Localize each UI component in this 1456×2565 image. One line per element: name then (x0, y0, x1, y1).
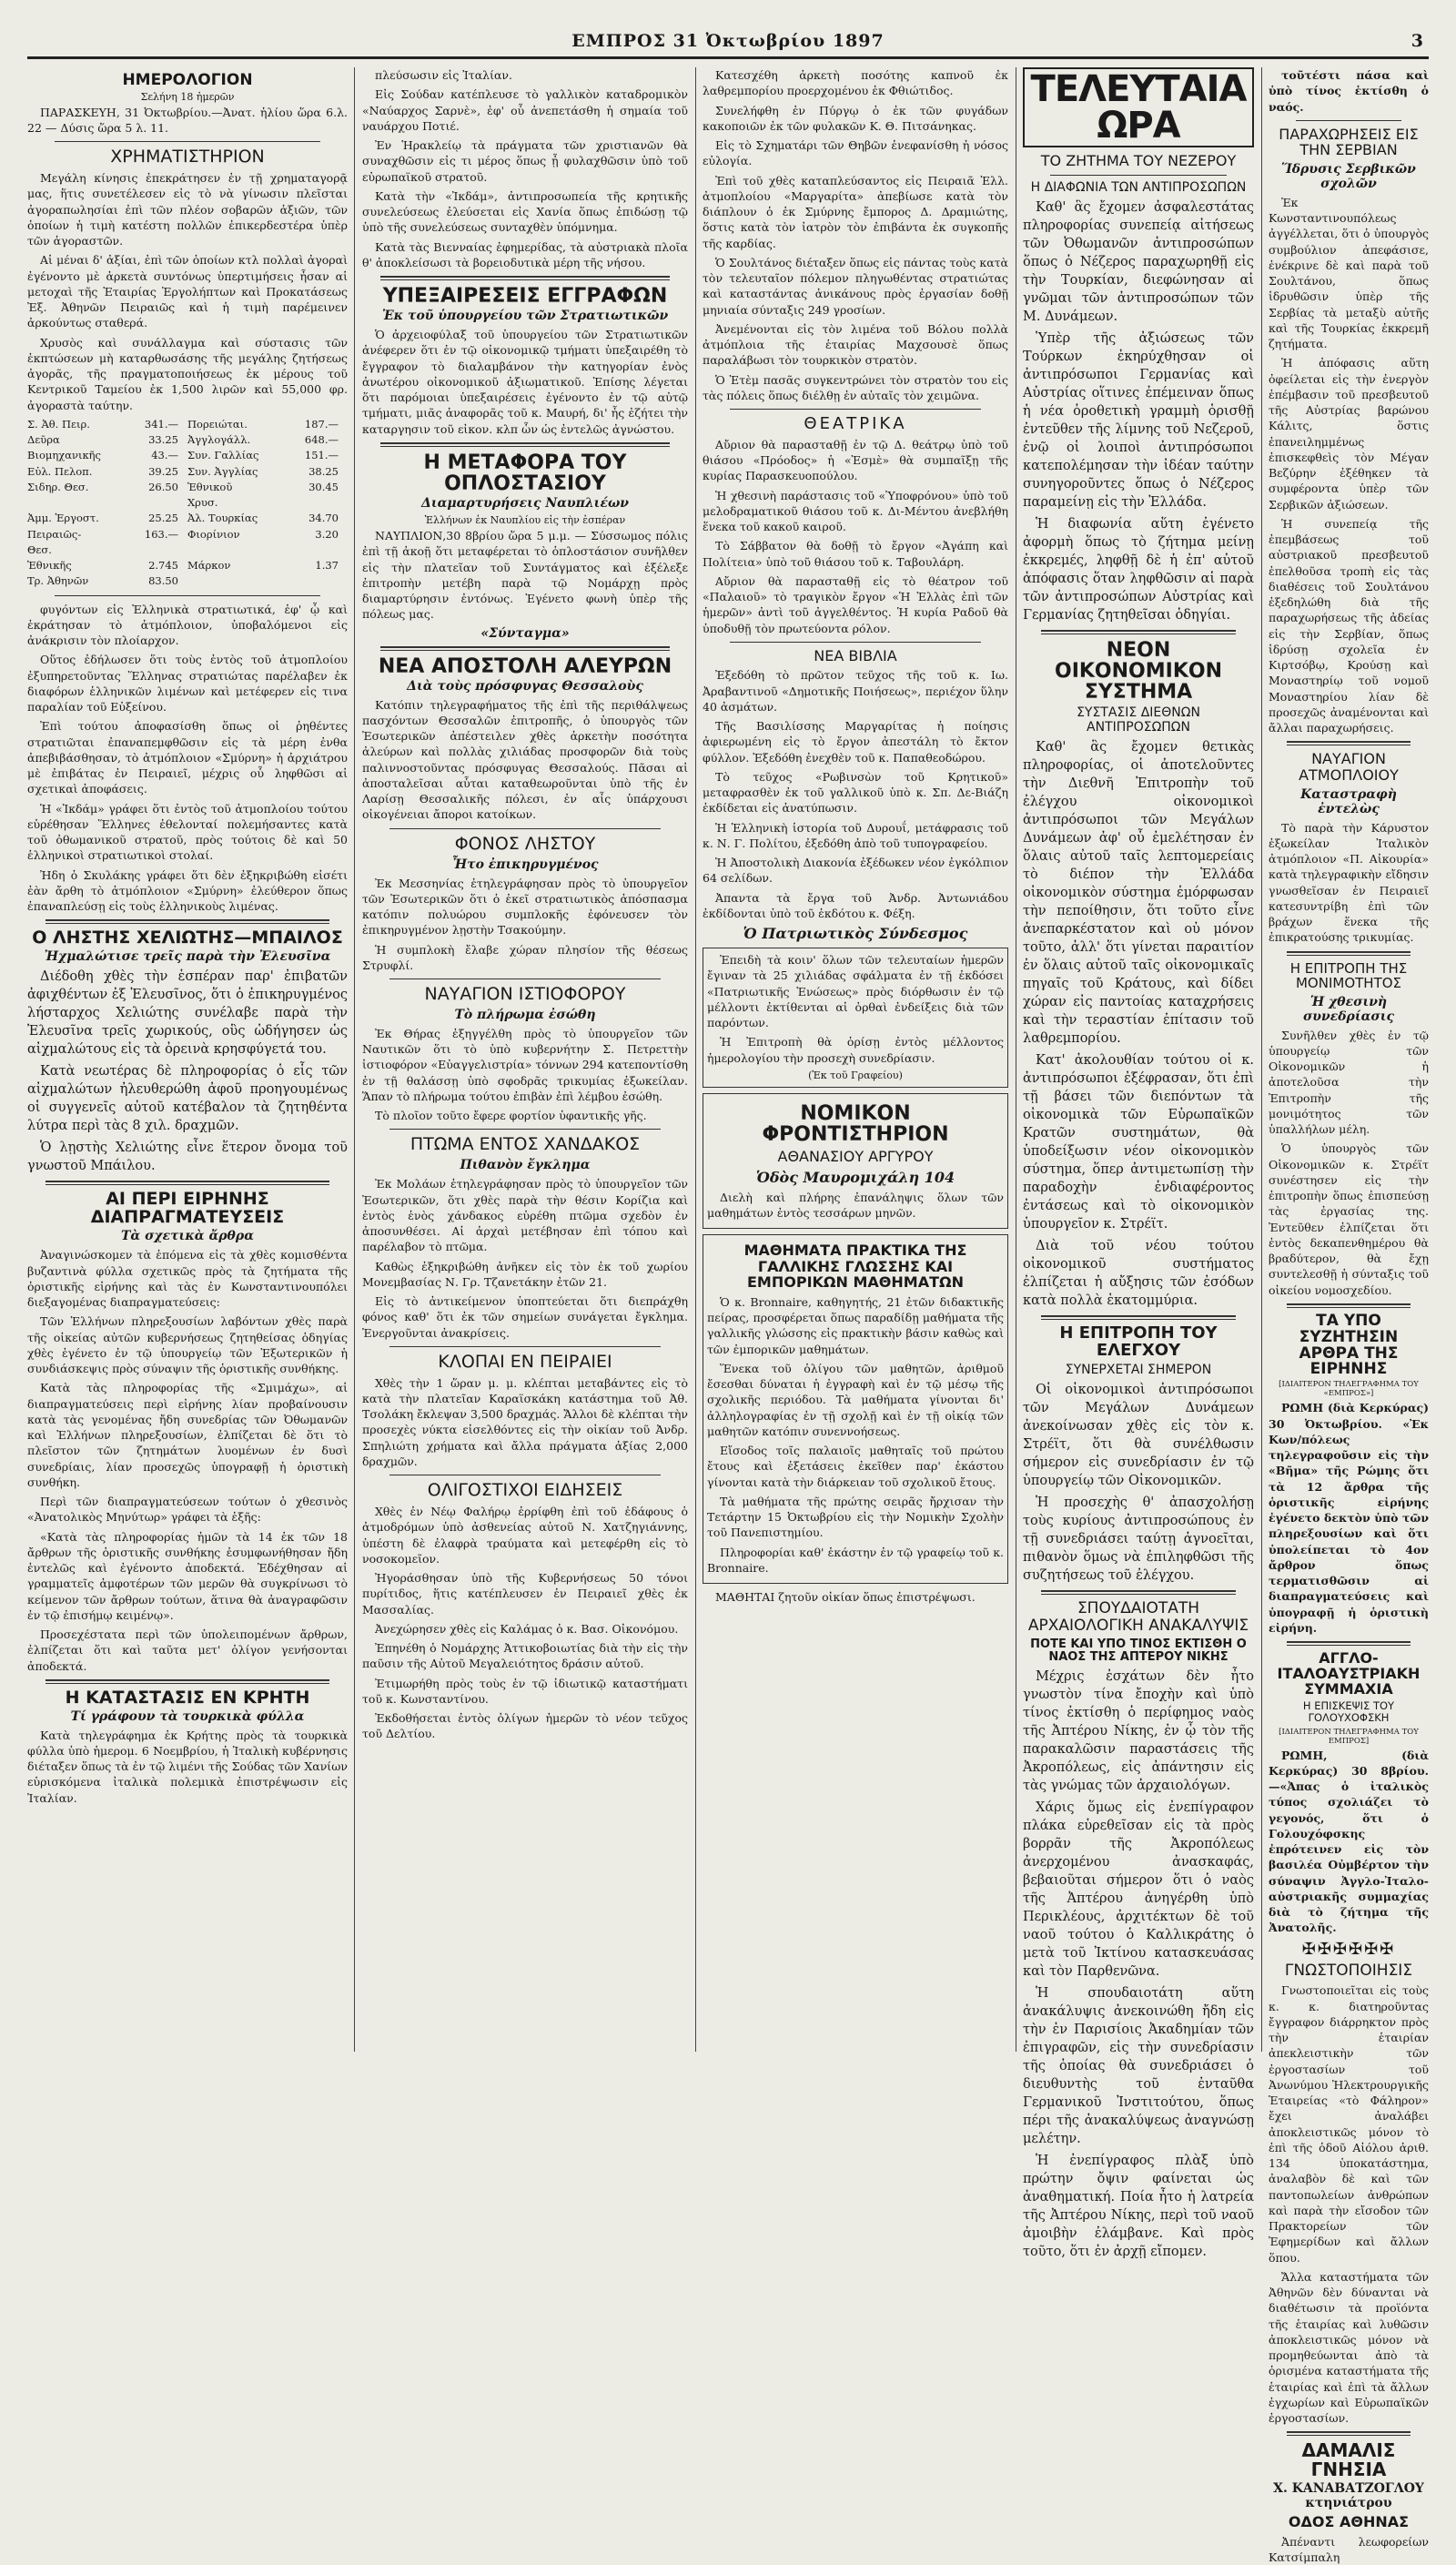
article-paragraph: ΝΑΥΠΛΙΟΝ,30 8βρίου ὥρα 5 μ.μ. — Σύσσωμος πόλις ἐπὶ τῇ ἀκοῇ ὅτι μεταφέρεται τὸ ὁπλοστάσιον συνῆλθεν εἰς τὴν πλατεῖαν τοῦ Συντάγματος καὶ ἐξέλεξε ἐπιτροπὴν μετέβη παρὰ τῷ Νομάρχῃ πρὸς διαμαρτύρησιν ἐντόνως. Ἐγένετο φωνὴ ὑπὲρ τῆς πόλεως μας. (362, 529, 688, 622)
article-paragraph: «Κατὰ τὰς πληροφορίας ἡμῶν τὰ 14 ἐκ τῶν 18 ἄρθρων τῆς ὁριστικῆς συνθήκης ἐσυμφωνήθησαν ἤδη ἐντελῶς καὶ ἐγένοντο ἀποδεκτά. Ἐδέχθησαν αἱ γραμματεῖς ἀμφοτέρων τῶν μερῶν θὰ συγκρίνωσι τὸ κείμενον τῶν ἄρθρων τούτων, ἅτινα θὰ ἀναγραφῶσιν ἐν τῷ ἐπισήμῳ κειμένῳ». (27, 1529, 348, 1622)
market-security-name: Πορειώται. (187, 417, 248, 431)
article-paragraph: Καθὼς ἐξηκριβώθη ἀνῆκεν εἰς τὸν ἐκ τοῦ χωρίου Μονεμβασίας Ν. Γρ. Τζανετάκην ἐτῶν 21. (362, 1259, 688, 1289)
article-paragraph: Ἐπηνέθη ὁ Νομάρχης Ἀττικοβοιωτίας διὰ τὴν εἰς τὴν παῦσιν τῆς Αὐτοῦ Μεγαλειότητος δράσιν αὐτοῦ. (362, 1641, 688, 1671)
article-paragraph: Ἀπαντα τὰ ἔργα τοῦ Ἀνδρ. Ἀντωνιάδου ἐκδίδονται ὑπὸ τοῦ ἐκδότου κ. Φέξη. (703, 890, 1008, 920)
heading-alliance: ΑΓΓΛΟ-ΙΤΑΛΟΑΥΣΤΡΙΑΚΗ ΣΥΜΜΑΧΙΑ (1277, 1649, 1421, 1698)
article-paragraph: Περὶ τῶν διαπραγματεύσεων τούτων ὁ χθεσινὸς «Ἀνατολικὸς Μηνύτωρ» γράφει τὰ ἑξῆς: (27, 1495, 348, 1525)
article-paragraph: Συνελήφθη ἐν Πύργῳ ὁ ἐκ τῶν φυγάδων κακοποιῶν ἐκ τῶν φυλακῶν Κ. Θ. Πιτσάνηκας. (703, 103, 1008, 133)
article-paragraph: Ἡ ἀπόφασις αὕτη ὀφείλεται εἰς τὴν ἐνεργὸν ἐπέμβασιν τοῦ πρεσβευτοῦ τῆς Αὐστρίας βαρώνου Κάλιτς, ὅστις ἐπανειλημμένως ἐπισκεφθεὶς τὸν Μέγαν Βεζύρην ἐξέθηκεν τὰ συμφέροντα ὑπὲρ τῶν Σερβικῶν ἀξιώσεων. (1269, 356, 1429, 512)
article-paragraph: Ἡ συμπλοκὴ ἔλαβε χώραν πλησίον τῆς θέσεως Στρυφλί. (362, 942, 688, 972)
article-paragraph: Ἀπέναντι λεωφορείων Κατσίμπαλη (1269, 2534, 1429, 2565)
notice-paragraph: Ἐπειδὴ τὰ κοιν' ὅλων τῶν τελευταίων ἡμερῶν ἔγιναν τὰ 25 χιλιάδας σφάλματα ἐν τῇ ἐκδόσει «Πατριωτικῆς Ἑνώσεως» πρὸς διόρθωσιν ἐν τῷ μέλλοντι ἐκτίθενται αἱ ὀρθαὶ ἐνδείξεις διὰ τῶν παρόντων. (707, 953, 1004, 1030)
article-paragraph: Ἐκδοθήσεται ἐντὸς ὀλίγων ἡμερῶν τὸ νέον τεῦχος τοῦ Δελτίου. (362, 1711, 688, 1741)
article-paragraph: Συνῆλθεν χθὲς ἐν τῷ ὑπουργείῳ τῶν Οἰκονομικῶν ἡ ἀποτελοῦσα τὴν Ἐπιτροπὴν τῆς μονιμότητος τῶν ὑπαλλήλων μέλη. (1269, 1028, 1429, 1137)
market-price: 2.745 (148, 559, 178, 573)
heading-representatives: ΣΥΣΤΑΣΙΣ ΔΙΕΘΝΩΝ ΑΝΤΙΠΡΟΣΩΠΩΝ (1077, 705, 1200, 735)
market-security-name (187, 573, 263, 589)
heading-serbia: ΠΑΡΑΧΩΡΗΣΕΙΣ ΕΙΣ ΤΗΝ ΣΕΡΒΙΑΝ (1279, 125, 1419, 159)
notice-signature: (Ἐκ τοῦ Γραφείου) (808, 1069, 903, 1081)
article-paragraph: Ἡ «Ἰκδάμ» γράφει ὅτι ἐντὸς τοῦ ἀτμοπλοίου τούτου εὑρέθησαν Ἕλληνες ἐθελονταί πολεμήσαντες κατὰ τοῦ ὀθωμανικοῦ στρατοῦ, πρὸς τούτοις δὲ καὶ 50 ἑλληνικοὶ στρατιωτικοὶ στολαί. (27, 801, 348, 863)
law-school-name: ΑΘΑΝΑΣΙΟΥ ΑΡΓΥΡΟΥ (777, 1148, 934, 1166)
market-security-name: Συν. Ἀγγλίας (187, 464, 258, 478)
advert-paragraph: Τὰ μαθήματα τῆς πρώτης σειρᾶς ἤρχισαν τὴν Τετάρτην 15 Ὀκτωβρίου εἰς τὴν Νομικὴν Σχολὴν τοῦ Πανεπιστημίου. (707, 1494, 1004, 1540)
market-security-name: Σιδηρ. Θεσ. (27, 480, 89, 493)
article-paragraph: φυγόντων εἰς Ἑλληνικὰ στρατιωτικά, ἐφ' ᾧ καὶ ἐκράτησαν τὸ ἀτμόπλοιον, ὑποβαλόμενοι εἰς ἀνάκρισιν τὸν πλοίαρχον. (27, 602, 348, 648)
heading-lessons: ΜΑΘΗΜΑΤΑ ΠΡΑΚΤΙΚΑ ΤΗΣ ΓΑΛΛΙΚΗΣ ΓΛΩΣΣΗΣ ΚΑΙ ΕΜΠΟΡΙΚΩΝ ΜΑΘΗΜΑΤΩΝ (743, 1242, 967, 1292)
market-price: 341.— (144, 417, 178, 431)
heading-theatre: ΘΕΑΤΡΙΚΑ (804, 414, 907, 433)
market-row (27, 527, 348, 559)
article-paragraph: Ὁ ὑπουργὸς τῶν Οἰκονομικῶν κ. Στρέϊτ συνέστησεν εἰς τὴν ἐπιτροπὴν ὅπως ἐπισπεύσῃ τὰς ἐργασίας της. Ἐντεῦθεν ἐλπίζεται ὅτι ἐντὸς δεκαπενθημέρου θὰ βραδύτερον, θὰ ἔχῃ συντελεσθῇ ἡ σύνταξις τοῦ οἰκείου νομοσχεδίου. (1269, 1141, 1429, 1297)
divider (1041, 630, 1236, 634)
notice-paragraph: Ἡ Ἐπιτροπὴ θὰ ὁρίσῃ ἐντὸς μέλλοντος ἡμερολογίου τὴν προσεχὴ συνεδρίασιν. (707, 1035, 1004, 1065)
divider (1287, 2431, 1410, 2436)
column-1 (27, 67, 348, 2052)
divider (55, 595, 320, 596)
subheading-corpse: Πιθανὸν ἔγκλημα (460, 1158, 591, 1173)
heading-nezeros: ΤΟ ΖΗΤΗΜΑ ΤΟΥ ΝΕΖΕΡΟΥ (1040, 152, 1237, 169)
article-paragraph: Ἡ συνεπείᾳ τῆς ἐπεμβάσεως τοῦ αὐστριακοῦ πρεσβευτοῦ ἐπελθοῦσα τροπὴ εἰς τὰς διαθέσεις τοῦ Σουλτάνου ἐξεδηλώθη διὰ τῆς παραχωρήσεως τῆς ἀδείας εἰς τὴν Σερβίαν, ὅπως ἱδρύσῃ σχολεῖα ἐν Κιρτσόβῳ, Κρούσῃ καὶ Μοναστηρίῳ τοῦ νομοῦ Μοναστηρίου λίαν δὲ προσεχῶς ἀναμένονται καὶ ἄλλαι παραχωρήσεις. (1269, 516, 1429, 735)
heading-crete: Η ΚΑΤΑΣΤΑΣΙΣ ΕΝ ΚΡΗΤΗ (65, 1687, 310, 1708)
article-paragraph: Χθὲς ἐν Νέῳ Φαλήρῳ ἐρρίφθη ἐπὶ τοῦ ἐδάφους ὁ ἀτμοδρόμων ὑπὸ ἀσθενείας αὐτοῦ Ν. Χατζηγιάννης, ὑπέστη δὲ ἐλαφρὰ τραύματα καὶ μετεφέρθη εἰς τὸ νοσοκομεῖον. (362, 1505, 688, 1566)
market-security-name: Ἀγγλογάλλ. (187, 433, 251, 447)
heading-corpse: ΠΤΩΜΑ ΕΝΤΟΣ ΧΑΝΔΑΚΟΣ (410, 1134, 641, 1155)
market-price: 38.25 (308, 464, 339, 478)
article-paragraph: Χάρις ὅμως εἰς ἐνεπίγραφον πλάκα εὑρεθεῖσαν εἰς τὰ πρὸς βορρᾶν τῆς Ἀκροπόλεως ἀνερχομένου ἀνασκαφάς, βεβαιοῦται σήμερον ὅτι ὁ ναὸς τῆς Ἀπτέρου ἀνηγέρθη ὑπὸ Περικλέους, ἀρχιτέκτων δὲ τοῦ ναοῦ τούτου ὁ Καλλικράτης ὁ μετὰ τοῦ Ἰκτίνου κατασκευάσας καὶ τὸν Παρθενῶνα. (1023, 1800, 1254, 1980)
heading-tenure-committee: Η ΕΠΙΤΡΟΠΗ ΤΗΣ ΜΟΝΙΜΟΤΗΤΟΣ (1289, 959, 1408, 992)
columns (27, 67, 1429, 2565)
heading-calendar: ΗΜΕΡΟΛΟΓΙΟΝ (122, 71, 253, 89)
article-paragraph: Τὸ Σάββατον θὰ δοθῇ τὸ ἔργον «Ἀγάπη καὶ Πολίτεια» ὑπὸ τοῦ θιάσου τοῦ κ. Ταβουλάρη. (703, 539, 1008, 569)
market-price: 43.— (151, 449, 178, 462)
vaccine-vet-name: Χ. ΚΑΝΑΒΑΤΖΟΓΛΟΥ κτηνιάτρου (1273, 2481, 1424, 2511)
heading-arsenal: Η ΜΕΤΑΦΟΡΑ ΤΟΥ ΟΠΛΟΣΤΑΣΙΟΥ (423, 451, 627, 495)
article-paragraph: ΡΩΜΗ, (διὰ Κερκύρας) 30 8βρίου.—«Ἀπας ὁ ἰταλικὸς τύπος σχολιάζει τὸ γεγονός, ὅτι ὁ Γολουχόφσκης ἐπρότεινεν εἰς τὸν βασιλέα Οὐμβέρτον τὴν σύναψιν Ἀγγλο-Ἰταλο-αὐστριακῆς συμμαχίας διὰ τὸ ζήτημα τῆς Ἀνατολῆς. (1269, 1748, 1429, 1935)
market-price: 26.50 (148, 480, 178, 493)
article-paragraph: Μέχρις ἐσχάτων δὲν ἦτο γνωστὸν τίνα ἔποχὴν καὶ ὑπὸ τίνος ἐκτίσθη ὁ περίφημος ναὸς τῆς Ἀπτέρου Νίκης, ἐν ᾧ τὸν τῆς παρακαλῶσιν παραστάσεις τῆς Ἀκροπόλεως, εἰς ἀπάντησιν εἰς τὰς γνώμας τῶν ἀρχαιολόγων. (1023, 1669, 1254, 1794)
market-row (27, 464, 348, 480)
market-price: 30.45 (308, 480, 339, 493)
heading-bandit: Ο ΛΗΣΤΗΣ ΧΕΛΙΩΤΗΣ—ΜΠΑΙΛΟΣ (32, 928, 343, 948)
advert-paragraph: Ὁ κ. Bronnaire, καθηγητής, 21 ἐτῶν διδακτικῆς πείρας, προσφέρεται ὅπως παραδίδῃ μαθήματα τῆς γαλλικῆς γλώσσης εἰς πρακτικὴν βάσιν καθὼς καὶ τῶν ἐμπορικῶν μαθημάτων. (707, 1294, 1004, 1356)
article-paragraph: Προσεχέστατα περὶ τῶν ὑπολειπομένων ἄρθρων, ἐλπίζεται ὅτι καὶ ταῦτα μετ' ὀλίγον γενήσονται ἀποδεκτά. (27, 1627, 348, 1673)
article-paragraph: Ἡ σπουδαιοτάτη αὕτη ἀνακάλυψις ἀνεκοινώθη ἤδη εἰς τὴν ἐν Παρισίοις Ἀκαδημίαν τῶν ἐπιγραφῶν, εἰς τὴν συνεδρίασιν τῆς ὁποίας θὰ συνεδριάσει ὁ διευθυντὴς τοῦ ἐνταῦθα Γερμανικοῦ Ἰνστιτούτου, ὅπως πέρι τῆς ἀνακαλύψεως ἀναγνώσῃ μελέτην. (1023, 1986, 1254, 2147)
newspaper-page (27, 16, 1429, 2565)
market-security-name: Μάρκον (187, 559, 231, 573)
heading-murder: ΦΟΝΟΣ ΛΗΣΤΟΥ (454, 833, 596, 854)
article-paragraph: Κατὰ τὰς πληροφορίας τῆς «Σμιμάχω», αἱ διαπραγματεύσεις περὶ εἰρήνης λίαν προβαίνουσιν κατὰ τὰς γενομένας ἤδη συνεδρίας τῶν Ὀθωμανῶν καὶ Ἑλλήνων πληρεξουσίων, ἐλπίζεται δὲ ὅτι τὸ πλεῖστον τῶν ζητημάτων λυομένων ἐν δυσὶ συνεδρίαις, λίαν προσεχῶς ὑπογραφῇ ἡ ὁριστικὴ συνθήκη. (27, 1381, 348, 1489)
subheading-steamer-wreck: Καταστραφὴ ἐντελὼς (1300, 786, 1397, 816)
article-paragraph: Τῆς Βασιλίσσης Μαργαρίτας ἡ ποίησις ἀφιερωμένη εἰς τὸ ἔργον ἀπεστάλη τὸ ἔκτον φύλλον. Ἐξεδόθη ἐνεχθὲν τοῦ κ. Παπαθεοδώρου. (703, 719, 1008, 765)
article-paragraph: Κατόπιν τηλεγραφήματος τῆς ἐπὶ τῆς περιθάλψεως πασχόντων Θεσσαλῶν ἐπιτροπῆς, ὁ ὑπουργὸς τῶν Ἐσωτερικῶν ἀπέστειλεν χθὲς ἀρκετὴν ποσότητα ἀλεύρων καὶ πολλὰς χιλιάδας προσφορῶν διὰ τοὺς παλιννοστοῦντας πρόσφυγας Θεσσαλούς. Πᾶσαι αἱ ἀποσταλεῖσαι αὗται καταθεωροῦνται ὑπὸ τῆς ἐν Λαρίσῃ Θεσσαλικῆς πόλεσι, ἐν αἷς ὑπάρχουσι οἰκογένειαι ἄποροι κατοίκων. (362, 697, 688, 822)
divider (380, 276, 670, 280)
heading-new-system: ΝΕΟΝ ΟΙΚΟΝΟΜΙΚΟΝ ΣΥΣΤΗΜΑ (1055, 638, 1222, 705)
subheading-bandit: Ἠχμαλώτισε τρεῖς παρὰ τὴν Ἐλευσῖνα (44, 949, 331, 965)
market-price: 3.20 (315, 527, 339, 541)
advert-box (703, 1234, 1008, 1584)
article-paragraph: Γνωστοποιεῖται εἰς τοὺς κ. κ. διατηροῦντας ἔγγραφον διάρρηκτον πρὸς τὴν ἑταιρίαν ἀπεκλειστικὴν τῶν ἐργοστασίων τοῦ Ἀνωνύμου Ἠλεκτρουργικῆς Ἑταιρείας «τὸ Φάληρον» ἔχει ἀναλάβει ἀποκλειστικῶς μόνον τὸ ἐπὶ τῆς ὁδοῦ Αἰόλου ἀριθ. 134 ὑποκατάστημα, ἀναλαβὸν δὲ καὶ τῶν παντοπωλείων ἀνθρώπων καὶ παρὰ τὴν εἴσοδον τῶν Πρακτορείων τῶν Ἐφημερίδων καὶ ἄλλων ὅπου. (1269, 1983, 1429, 2265)
market-price: 39.25 (148, 464, 178, 478)
page-number: 3 (1410, 31, 1423, 51)
telegram-tag: [ΙΔΙΑΙΤΕΡΟΝ ΤΗΛΕΓΡΑΦΗΜΑ ΤΟΥ «ΕΜΠΡΟΣ»] (1279, 1380, 1419, 1399)
vaccine-address: ΟΔΟΣ ΑΘΗΝΑΣ (1288, 2513, 1410, 2531)
advert-paragraph: ΜΑΘΗΤΑΙ ζητοῦν οἰκίαν ὅπως ἐπιστρέψωσι. (715, 1590, 976, 1605)
divider (389, 1346, 661, 1347)
article-paragraph: Ἐκ Θήρας ἐξηγγέλθη πρὸς τὸ ὑπουργεῖον τῶν Ναυτικῶν ὅτι τὸ ὑπὸ κυβερνήτην Σ. Πετρεττὴν ἱστιοφόρον «Εὐαγγελιστρία» τόννων 294 κατεποντίσθη ἐν τῇ θαλάσσῃ ὑπὸ σφοδρᾶς τρικυμίας ἐξωκείλαν. Ἅπαν τὸ πλήρωμα τούτου ἐπιβὰν ἐπὶ λέμβου ἐσώθη. (362, 1026, 688, 1103)
market-row (27, 558, 348, 573)
heading-steamer-wreck: ΝΑΥΑΓΙΟΝ ΑΤΜΟΠΛΟΙΟΥ (1299, 750, 1399, 785)
article-paragraph: Ἡ ἐνεπίγραφος πλὰξ ὑπὸ πρώτην ὄψιν φαίνεται ὡς ἀναθηματική. Ποία ἦτο ἡ λατρεία τῆς Ἀπτέρου Νίκης, περὶ τοῦ ναοῦ ἀμοιβὴν ἐλάμβανε. Καὶ πρὸς τοῦτο, ὅτι ἐν ἀρχῇ εἴπομεν. (1023, 2154, 1254, 2260)
heading-last-hour: ΤΕΛΕΥΤΑΙΑ ΩΡΑ (1023, 67, 1254, 147)
article-paragraph: Κατ' ἀκολουθίαν τούτου οἱ κ. ἀντιπρόσωποι ἐξέφρασαν, ὅτι ἐπὶ τῇ βάσει τῶν διεπόντων τὰ οἰκονομικὰ τῶν Εὐρωπαϊκῶν Κρατῶν συστημάτων, θὰ ὑποδείξωσιν νέον οἰκονομικὸν σύστημα, ὅπερ ἀντιμετωπίσῃ τὴν παραδοχὴν ἐνδιαφέροντος ἐντάσεως καὶ τὸ οἰκονομικὸν ὑπουργεῖον κ. Στρέϊτ. (1023, 1053, 1254, 1232)
heading-goluchowski-visit: Η ΕΠΙΣΚΕΨΙΣ ΤΟΥ ΓΟΛΟΥΧΟΦΣΚΗ (1302, 1699, 1395, 1725)
heading-flour: ΝΕΑ ΑΠΟΣΤΟΛΗ ΑΛΕΥΡΩΝ (378, 654, 672, 678)
market-price (263, 573, 348, 589)
advert-box (703, 1093, 1008, 1229)
heading-new-books: ΝΕΑ ΒΙΒΛΙΑ (814, 646, 897, 664)
market-security-name: Πειραιῶς-Θεσ. (27, 527, 82, 556)
article-paragraph: Κατὰ τηλεγράφημα ἐκ Κρήτης πρὸς τὰ τουρκικὰ φύλλα ὑπὸ ἡμερομ. 6 Νοεμβρίου, ἡ Ἰταλικὴ κυβέρνησις διέταξεν ὅπως τὰ ἐν τῷ λιμένι τῆς Σούδας τῶν Χανίων εὑρισκόμενα ἰταλικὰ πολεμικὰ ἐπιστρέψωσιν εἰς Ἰταλίαν. (27, 1728, 348, 1805)
heading-peace: ΑΙ ΠΕΡΙ ΕΙΡΗΝΗΣ ΔΙΑΠΡΑΓΜΑΤΕΥΣΕΙΣ (90, 1189, 285, 1228)
notice-box (703, 948, 1008, 1088)
heading-law-school: ΝΟΜΙΚΟΝ ΦΡΟΝΤΙΣΤΗΡΙΟΝ (762, 1101, 949, 1146)
subheading-embezzlement: Ἐκ τοῦ ὑπουργείου τῶν Στρατιωτικῶν (381, 309, 669, 324)
market-row (27, 573, 348, 589)
article-paragraph: Ὁ ἀρχειοφύλαξ τοῦ ὑπουργείου τῶν Στρατιωτικῶν ἀνέφερεν ὅτι ἐν τῷ οἰκονομικῷ τμήματι ὑπεξαιρέθη τὸ ἔγγραφον τὸ διαλαμβάνον τὴν κατηγορίαν ἐνὸς ἀνωτέρου οἰκονομικοῦ ἀξιωματικοῦ. Ἐπίσης λέγεται ὅτι παρόμοιαι ὑπεξαιρέσεις ἐγένοντο ἐν τῷ αὐτῷ τμήματι, μιᾶς ἀναφορᾶς τοῦ κ. Μαυρή, δι' ἧς ἐζήτει τὴν καταργησιν τοῦ εἰκον. κλπ ὧν ὡς ἐντελῶς ἀγνώστου. (362, 328, 688, 436)
heading-disagreement: Η ΔΙΑΦΩΝΙΑ ΤΩΝ ΑΝΤΙΠΡΟΣΩΠΩΝ (1030, 179, 1247, 195)
market-security-name: Συν. Γαλλίας (187, 449, 259, 462)
article-paragraph: Κατεσχέθη ἀρκετὴ ποσότης καπνοῦ ἐκ λαθρεμπορίου προερχομένου ἐκ Φθιώτιδος. (703, 68, 1008, 98)
subheading-peace: Τὰ σχετικὰ ἄρθρα (121, 1229, 254, 1244)
divider (1287, 1641, 1410, 1646)
article-paragraph: Τῶν Ἑλλήνων πληρεξουσίων λαβόντων χθὲς παρὰ τῆς οἰκείας αὐτῶν κυβερνήσεως ζητηθείσας ὁδηγίας χθὲς ἐγένετο ἐν τῷ ὑπουργείῳ τῶν Ἐξωτερικῶν ἡ συνδιάσκεψις πρὸς σύναψιν τῆς ὁριστικῆς συνθήκης. (27, 1314, 348, 1376)
calendar-moon: Σελήνη 18 ἡμερῶν (140, 90, 235, 103)
article-paragraph: Ἐν Ἡρακλείῳ τὰ πράγματα τῶν χριστιανῶν θὰ συναχθῶσιν εἰς τι μέρος ὅπως ᾖ φυλαχθῶσιν ὑπὸ τοῦ εὐρωπαϊκοῦ στρατοῦ. (362, 138, 688, 184)
market-security-name: Ἐθνικοῦ Χρυσ. (187, 480, 233, 510)
calendar-line: ΠΑΡΑΣΚΕΥΗ, 31 Ὀκτωβρίου.—Ἀνατ. ἡλίου ὥρα 6.λ. 22 — Δύσις ὥρα 5 λ. 11. (27, 105, 348, 136)
market-price: 34.70 (308, 512, 339, 525)
heading-embezzlement: ΥΠΕΞΑΙΡΕΣΕΙΣ ΕΓΓΡΑΦΩΝ (382, 285, 668, 308)
article-paragraph: Ἄλλα καταστήματα τῶν Ἀθηνῶν δὲν δύνανται νὰ διαθέτωσιν τὰ προϊόντα τῆς ἑταιρίας καὶ λυθῶσιν ἀποκλειστικῶς μόνον νὰ προμηθεύωνται ἀπὸ τὰ ὁρισμένα καταστήματα τῆς ἑταιρίας καὶ ἐπὶ τὰ ἄλλων ἐγχωρίων καὶ Εὐρωπαϊκῶν ἐργοστασίων. (1269, 2269, 1429, 2426)
article-paragraph: Τὸ τεῦχος «Ρωβινσὼν τοῦ Κρητικοῦ» μεταφρασθὲν ἐκ τοῦ γαλλικοῦ ὑπὸ κ. Σπ. Δε-Βιάζη ἐκδίδεται εἰς ἀνατύπωσιν. (703, 769, 1008, 816)
article-paragraph: Ἐκ Κωνσταντινουπόλεως ἀγγέλλεται, ὅτι ὁ ὑπουργὸς συμβούλιον ἀπεφάσισε, ἐνέκρινε δὲ καὶ παρὰ τοῦ Σουλτάνου, ὅπως ἱδρυθῶσιν ὑπὲρ τῆς Σερβίας τὰ μεταξὺ αὐτῆς καὶ τῆς Τουρκίας ἐκκρεμῆ ζητήματα. (1269, 195, 1429, 351)
divider (46, 919, 329, 924)
market-security-name: Σ. Ἀθ. Πειρ. (27, 417, 90, 431)
column-5 (1269, 67, 1429, 2565)
divider (389, 1129, 661, 1130)
market-security-name: Εὐλ. Πελοπ. (27, 464, 93, 478)
article-paragraph: Ἐκ Μεσσηνίας ἐτηλεγράφησαν πρὸς τὸ ὑπουργεῖον τῶν Ἐσωτερικῶν ὅτι ὁ ἐκεῖ στρατιωτικὸς ἀπόσπασμα κατόπιν πολυώρου συμπλοκῆς ἐφόνευσεν τὸν ἐπικηρυγμένον λῃστὴν Τσακούμην. (362, 876, 688, 938)
heading-peace-articles: ΤΑ ΥΠΟ ΣΥΖΗΤΗΣΙΝ ΑΡΘΡΑ ΤΗΣ ΕΙΡΗΝΗΣ (1299, 1311, 1399, 1379)
divider (380, 646, 670, 651)
article-paragraph: Ἡ Ἀποστολικὴ Διακονία ἐξέδωκεν νέον ἐγκόλπιον 64 σελίδων. (703, 856, 1008, 886)
article-paragraph: Καθ' ἃς ἔχομεν ἀσφαλεστάτας πληροφορίας συνεπείᾳ αἰτήσεως τῶν Ὀθωμανῶν ἀντιπροσώπων ὅπως ὁ Νέζερος παραχωρηθῇ εἰς τὴν Τουρκίαν, διεφώνησαν αἱ γνῶμαι τῶν ἀντιπροσώπων τῶν Μ. Δυνάμεων. (1023, 199, 1254, 324)
article-paragraph: Διέδοθη χθὲς τὴν ἑσπέραν παρ' ἐπιβατῶν ἀφιχθέντων ἐξ Ἐλευσῖνος, ὅτι ὁ ἐπικηρυγμένος λήσταρχος Χελιώτης συνέλαβε παρὰ τὴν Ἐλευσῖνα τρεῖς χωρικούς, οὓς ὡδήγησεν ὡς αἰχμαλώτους εἰς τὰ ὀρεινὰ κρησφύγετά του. (27, 969, 348, 1058)
article-paragraph: Εἰς τὸ Σχηματάρι τῶν Θηβῶν ἐνεφανίσθη ἡ νόσος εὐλογία. (703, 138, 1008, 168)
heading-announcement: ΓΝΩΣΤΟΠΟΙΗΣΙΣ (1284, 1961, 1413, 1980)
article-paragraph: Ἡ Ἑλληνικὴ ἱστορία τοῦ Δυρουΐ, μετάφρασις τοῦ κ. Ν. Γ. Πολίτου, ἐξεδόθη ἀπὸ τοῦ τυπογραφείου. (703, 820, 1008, 850)
divider (1287, 1303, 1410, 1308)
heading-nike-temple: ΠΟΤΕ ΚΑΙ ΥΠΟ ΤΙΝΟΣ ΕΚΤΙΣΘΗ Ο ΝΑΟΣ ΤΗΣ ΑΠΤΕΡΟΥ ΝΙΚΗΣ (1030, 1637, 1247, 1664)
advert-paragraph: Διελὴ καὶ πλήρης ἐπανάληψις ὅλων τῶν μαθημάτων ἐντὸς τεσσάρων μηνῶν. (707, 1190, 1004, 1220)
article-paragraph: Ὁ Σουλτάνος διέταξεν ὅπως εἰς πάντας τοὺς κατὰ τὸν τελευταῖον πόλεμον πληγωθέντας στρατιώτας καὶ καταστάντας ἀνικάνους πρὸς ἐργασίαν δοθῇ μηνιαία σύνταξις 249 γροσίων. (703, 255, 1008, 317)
article-paragraph: Αὔριον θὰ παρασταθῇ ἐν τῷ Δ. θεάτρῳ ὑπὸ τοῦ θιάσου «Πρόοδος» ἡ «Ἐσμὲ» θὰ συμπαῖξῃ τῆς κυρίας Παρασκευοπούλου. (703, 437, 1008, 483)
divider (1041, 1315, 1236, 1320)
divider (389, 978, 661, 979)
divider (1287, 951, 1410, 956)
article-paragraph: Τὸ παρὰ τὴν Κάρυστον ἐξωκείλαν Ἰταλικὸν ἀτμόπλοιον «Π. Αἰκουρία» κατὰ τηλεγραφικὴν εἴδησιν γνωσθεῖσαν ἐν Πειραιεῖ κατεσυντρίβη ἐπὶ τῶν βράχων ἕνεκα τῆς ἐπικρατούσης τρικυμίας. (1269, 820, 1429, 945)
market-table (27, 417, 348, 590)
article-paragraph: Ὁ λῃστὴς Χελιώτης εἶνε ἕτερον ὄνομα τοῦ γνωστοῦ Μπάιλου. (27, 1141, 348, 1174)
market-security-name: Ἀλ. Τουρκίας (187, 512, 258, 525)
telegram-tag: [ΙΔΙΑΙΤΕΡΟΝ ΤΗΛΕΓΡΑΦΗΜΑ ΤΟΥ ΕΜΠΡΟΣ] (1279, 1727, 1419, 1746)
heading-vaccine: ΔΑΜΑΛΙΣ ΓΝΗΣΙΑ (1301, 2439, 1396, 2481)
column-2 (362, 67, 688, 2052)
article-paragraph: Ἐπὶ τούτου ἀποφασίσθη ὅπως οἱ ῥηθέντες στρατιῶται ἐπαναπεμφθῶσιν εἰς τὰ μέρη ἐνθα ἀπεβιβάσθησαν, τὸ ἀτμόπλοιον «Σμύρνη» ἡ ἀρχιάτρου μὲ ἐπιβάτας ἐν Πειραιεῖ, μέχρις οὗ ληφθῶσι αἱ σχετικαὶ ἀποφάσεις. (27, 719, 348, 796)
market-price: 83.50 (148, 574, 178, 588)
exchange-paragraph: Μεγάλη κίνησις ἐπεκράτησεν ἐν τῇ χρηματαγορᾷ μας, ἥτις συνετέλεσεν εἰς τὸ νὰ γίνωσιν πλεῖσται ἀγοραπωλησίαι ἐπὶ τῶν πλέον σοβαρῶν ἀξιῶν, τῶν ὁποίων ἡ τιμὴ κατέστη πολλῶν ἐπικερδεστέρα ὑπὲρ τῶν ἀγοραστῶν. (27, 171, 348, 248)
market-security-name: Δεῦρα (27, 433, 60, 447)
article-paragraph: τοῦτέστι πάσα καὶ ὑπὸ τίνος ἐκτίσθη ὁ ναός. (1269, 68, 1429, 114)
divider (730, 409, 981, 410)
market-row (27, 480, 348, 512)
article-paragraph: Ἠδη ὁ Σκυλάκης γράφει ὅτι δὲν ἐξηκριβώθη εἰσέτι ἐὰν ἄρθη τὸ ἀτμόπλοιον «Σμύρνη» ἐλεύθερον ὅπως ἐπαναπλεύσῃ εἰς τοὺς ἑλληνικοὺς λιμένας. (27, 867, 348, 914)
heading-shipwreck: ΝΑΥΑΓΙΟΝ ΙΣΤΙΟΦΟΡΟΥ (424, 984, 626, 1005)
article-paragraph: πλεύσωσιν εἰς Ἰταλίαν. (375, 68, 513, 82)
market-row (27, 448, 348, 463)
article-paragraph: Ἡ προσεχὴς θ' ἀπασχολήσῃ τοὺς κυρίους ἀντιπροσώπους ἐν τῇ συνεδριάσει ταύτῃ ἀγνοεῖται, πιθανὸν ὅμως νὰ ἐπιληφθῶσι τῆς συζητήσεως τοῦ ἐλέγχου. (1023, 1495, 1254, 1584)
divider (1041, 1590, 1236, 1595)
article-paragraph: Ἀνεχώρησεν χθὲς εἰς Καλάμας ὁ κ. Βασ. Οἰκονόμου. (375, 1621, 679, 1636)
heading-brief-news: ΟΛΙΓΟΣΤΙΧΟΙ ΕΙΔΗΣΕΙΣ (427, 1480, 623, 1501)
exchange-paragraph: Χρυσὸς καὶ συνάλλαγμα καὶ σύστασις τῶν ἐκπτώσεων μὴ καταρθωσάσης τῆς μεγάλης ζητήσεως ἀγορᾶς, τῆς πραγματοποιήσεως ἐκ μέρους τοῦ Κεντρικοῦ Ταμείου ἐκ 1,500 λιρῶν καὶ 55,000 φρ. ἀγοραστὰ ταύτην. (27, 335, 348, 412)
ornament-divider: ✠✠✠✠✠✠ (1301, 1939, 1396, 1959)
article-paragraph: Ἐκ Μολάων ἐτηλεγράφησαν πρὸς τὸ ὑπουργεῖον τῶν Ἐσωτερικῶν, ὅτι χθὲς παρὰ τὴν θέσιν Κορίζια καὶ ἐντὸς ἑνὸς χάνδακος εὑρέθη πτῶμα σχεδὸν ἐν ἀποσυνθέσει. Αἱ ἀρχαὶ μετέβησαν ἐπὶ τόπου καὶ παρέλαβον τὸ πτῶμα. (362, 1177, 688, 1254)
heading-thefts: ΚΛΟΠΑΙ ΕΝ ΠΕΙΡΑΙΕΙ (438, 1351, 612, 1372)
column-3 (703, 67, 1008, 2052)
heading-exchange: ΧΡΗΜΑΤΙΣΤΗΡΙΟΝ (110, 147, 265, 167)
law-school-address: Ὁδὸς Μαυρομιχάλη 104 (755, 1168, 956, 1186)
article-paragraph: Εἰς Σούδαν κατέπλευσε τὸ γαλλικὸν καταδρομικὸν «Ναύαρχος Σαρνὲ», ἐφ' οὗ ἀνεπετάσθη ἡ σημαία τοῦ ναυάρχου Ποτιέ. (362, 87, 688, 133)
article-paragraph: Διὰ τοῦ νέου τούτου οἰκονομικοῦ συστήματος ἐλπίζεται ἡ αὔξησις τῶν ἐσόδων κατὰ πολλὰ ἑκατομμύρια. (1023, 1239, 1254, 1309)
article-paragraph: Ὑπὲρ τῆς ἀξιώσεως τῶν Τούρκων ἐκηρύχθησαν οἱ ἀντιπρόσωποι Γερμανίας καὶ Αὐστρίας οἵτινες ἐπέμειναν ὅπως ἡ νέα ὁροθετικὴ γραμμὴ ὁρισθῇ ἐντεῦθεν τῆς λίμνης τοῦ Νεζεροῦ, ἐνῷ οἱ λοιποὶ ἀντιπρόσωποι κατεπολέμησαν τὴν ἰδέαν ταύτην συνηγοροῦντες ὅπως ὁ Νέζερος παραμείνῃ εἰς τὴν Ἑλλάδα. (1023, 330, 1254, 510)
heading-archaeology: ΣΠΟΥΔΑΙΟΤΑΤΗ ΑΡΧΑΙΟΛΟΓΙΚΗ ΑΝΑΚΑΛΥΨΙΣ (1027, 1599, 1249, 1635)
article-paragraph: Ἐπὶ τοῦ χθὲς καταπλεύσαντος εἰς Πειραιᾶ Ἐλλ. ἀτμοπλοίου «Μαργαρίτα» ἀπεβίωσε κατὰ τὸν διάπλουν ὁ ἐκ Σμύρνης ἔμπορος Δ. Δραμιώτης, ὅστις κατὰ τὸν ἰατρὸν τὸν ἐπιβάντα ἐκ συγκοπῆς τῆς καρδίας. (703, 173, 1008, 250)
divider (46, 1181, 329, 1185)
market-security-name: Ἐθνικῆς (27, 559, 72, 573)
article-paragraph: Ἠγοράσθησαν ὑπὸ τῆς Κυβερνήσεως 50 τόνοι πυρίτιδος, ἥτις κατέπλευσεν ἐν Πειραιεῖ χθὲς ἐκ Μασσαλίας. (362, 1571, 688, 1617)
market-row (27, 432, 348, 448)
article-paragraph: Ἡ διαφωνία αὕτη ἐγένετο ἀφορμὴ ὅπως τὸ ζήτημα μείνῃ ἐκκρεμές, ληφθῇ δὲ ἡ ἐπ' αὐτοῦ ἀπόφασις ὅταν ληφθῶσιν αἱ παρὰ τῶν ἀντιπροσώπων Αὐστρίας καὶ Γερμανίας ζητηθεῖσαι ὁδηγίαι. (1023, 516, 1254, 623)
article-paragraph: Κατὰ τὰς Βιενναίας ἐφημερίδας, τὰ αὐστριακὰ πλοῖα θ' ἀποκλείσωσι τὰ βορειοδυτικὰ μέρη τῆς νήσου. (362, 239, 688, 269)
article-signature: «Σύνταγμα» (480, 625, 570, 641)
divider (380, 442, 670, 447)
article-paragraph: Οὕτος ἐδήλωσεν ὅτι τοὺς ἐντὸς τοῦ ἀτμοπλοίου ἐξυπηρετοῦντας Ἕλληνας στρατιώτας παρέλαβεν ἐκ διαφόρων ἑλληνικῶν λιμένων καὶ μετέφερεν εἰς τινα παραλίαν τοῦ Εὐξείνου. (27, 653, 348, 715)
article-paragraph: Ἀνεμένονται εἰς τὸν λιμένα τοῦ Βόλου πολλὰ ἀτμόπλοια τῆς ἑταιρίας Μαχσουσὲ ὅπως παραλάβωσι τὸν τουρκικὸν στρατὸν. (703, 321, 1008, 368)
article-paragraph: Κατὰ νεωτέρας δὲ πληροφορίας ὁ εἷς τῶν αἰχμαλώτων ἠλευθερώθη ἀφοῦ προηγουμένως οἱ συγγενεῖς αὐτοῦ κατέβαλον τὰ ζητηθέντα λύτρα περὶ τὰς 8 χιλ. δραχμῶν. (27, 1064, 348, 1134)
divider (1050, 175, 1227, 176)
article-paragraph: Τὸ πλοῖον τοῦτο ἔφερε φορτίον ὑφαντικῆς γῆς. (375, 1109, 647, 1123)
heading-control-committee: Η ΕΠΙΤΡΟΠΗ ΤΟΥ ΕΛΕΓΧΟΥ (1059, 1323, 1218, 1360)
article-paragraph: Ἐξεδόθη τὸ πρῶτον τεῦχος τῆς τοῦ κ. Ιω. Ἀραβαντινοῦ «Δημοτικῆς Ποιήσεως», περιέχον ὕλην 40 ἀσμάτων. (703, 668, 1008, 714)
heading-meets-today: ΣΥΝΕΡΧΕΤΑΙ ΣΗΜΕΡΟΝ (1065, 1362, 1212, 1377)
article-paragraph: Χθὲς τὴν 1 ὥραν μ. μ. κλέπται μεταβάντες εἰς τὸ κατὰ τὴν πλατεῖαν Καραϊσκάκη κατάστημα τοῦ Ἀθ. Τσολάκη ἔκλεψαν 3,500 δραχμάς. Ἄλλοι δὲ κλέπται τὴν προσεχὲς νύκτα εἰσελθόντες εἰς τὴν οἰκίαν τοῦ Ἀνδρ. Σπηλιώτη χρήματα καὶ ἄλλα πράγματα ἀξίας 2,000 δραχμῶν. (362, 1375, 688, 1468)
market-security-name: Βιομηχανικῆς (27, 449, 101, 462)
market-security-name: Ἀμμ. Ἐργοστ. (27, 512, 99, 525)
article-paragraph: Αὔριον θὰ παρασταθῇ εἰς τὸ θέατρον τοῦ «Παλαιοῦ» τὸ τραγικὸν ἔργον «Ἡ Ἑλλὰς ἐπὶ τῶν ἡμερῶν» ἀντὶ τοῦ ἀγγελθέντος. Ἡ κυρία Ραδοῦ θὰ ὑποδυθῇ τὸν πρωτεύοντα ρόλον. (703, 573, 1008, 635)
divider (1287, 741, 1410, 745)
masthead (27, 16, 1429, 59)
article-paragraph: Κατὰ τὴν «Ἰκδάμ», ἀντιπροσωπεία τῆς κρητικῆς συνελεύσεως ἐλεύσεται εἰς Χανία ὅπως ἐπιδώσῃ τῷ ὑπὸ τῆς συνελεύσεως συνταχθὲν ὑπόμνημα. (362, 188, 688, 235)
divider (730, 642, 981, 643)
column-4 (1023, 67, 1254, 2260)
article-paragraph: Ἡ χθεσινὴ παράστασις τοῦ «Ὑποφρόνου» ὑπὸ τοῦ μελοδραματικοῦ θιάσου τοῦ κ. Δι-Μέντου ἀνεβλήθη ἕνεκα τοῦ κακοῦ καιροῦ. (703, 488, 1008, 534)
subheading-shipwreck: Τὸ πλήρωμα ἐσώθη (454, 1007, 596, 1022)
market-row (27, 511, 348, 526)
article-paragraph: Ἀναγινώσκομεν τὰ ἑπόμενα εἰς τὰ χθὲς κομισθέντα βυζαντινὰ φύλλα σχετικῶς πρὸς τὰ ζητήματα τῆς ὁριστικῆς εἰρήνης καὶ τὰς ἐν Κωνσταντινουπόλει διεξαγομένας διαπραγματεύσεις: (27, 1248, 348, 1310)
article-paragraph: Ὁ Ἐτὲμ πασᾶς συγκεντρώνει τὸν στρατὸν του εἰς τὰς πόλεις ὅπως διέλθῃ ἐν αὐταῖς τὸν χειμῶνα. (703, 372, 1008, 402)
heading-patriotic: Ὁ Πατριωτικὸς Σύνδεσμος (743, 925, 968, 943)
subheading-murder: Ἦτο ἐπικηρυγμένος (451, 857, 599, 872)
market-price: 25.25 (148, 512, 178, 525)
divider (46, 1679, 329, 1684)
advert-paragraph: Εἴσοδος τοῖς παλαιοῖς μαθηταῖς τοῦ πρώτου ἔτους καὶ ἐξετάσεις ἐκεῖθεν παρ' ἑκάστου γίνονται κατὰ τὴν διάρκειαν τοῦ σχολικοῦ ἔτους. (707, 1444, 1004, 1489)
subheading-tenure-committee: Ἡ χθεσινὴ συνεδρίασις (1302, 994, 1395, 1024)
market-price: 163.— (144, 527, 178, 541)
advert-paragraph: Πληροφορίαι καθ' ἑκάστην ἐν τῷ γραφείῳ τοῦ κ. Bronnaire. (707, 1545, 1004, 1575)
advert-paragraph: Ἕνεκα τοῦ ὀλίγου τῶν μαθητῶν, ἀριθμοῦ ἔσεσθαι δύναται ἡ ἐγγραφὴ καὶ ἐν τῷ μέσῳ τῆς σχολικῆς περιόδου. Τὰ μαθήματα γίνονται δι' ἀλληλογραφίας ἐν τῇ σχολῇ καὶ ἐν τῇ οἰκίᾳ τῶν μαθητῶν κατόπιν συνεννοήσεως. (707, 1361, 1004, 1438)
subheading-flour: Διὰ τοὺς πρόσφυγας Θεσσαλοὺς (407, 678, 643, 694)
subheading-arsenal-2: Ἑλλήνων ἐκ Ναυπλίου εἰς τὴν ἑσπέραν (424, 514, 626, 527)
exchange-paragraph: Αἱ μέναι δ' ἀξίαι, ἐπὶ τῶν ὁποίων κτλ πολλαὶ ἀγοραὶ ἐγένοντο μὲ ἀρκετὰ συντόνως ὑπερτιμήσεις ἦσαν αἱ μετοχαὶ τῆς Ἑταιρίας Ἐργολήπτων καὶ Προκατάσεως Ἐξ. Ἀθηνῶν Πειραιῶς καὶ ἡ τιμὴ παρέμεινεν ἀρκούντως σταθερά. (27, 253, 348, 330)
market-price: 187.— (304, 417, 339, 431)
article-paragraph: Εἰς τὸ ἀντικείμενον ὑποπτεύεται ὅτι διεπράχθη φόνος καθ' ὅτι ἐκ τῶν σημείων συνάγεται ἔγκλημα. Ἐνεργοῦνται ἀνακρίσεις. (362, 1294, 688, 1340)
article-paragraph: Καθ' ἃς ἔχομεν θετικὰς πληροφορίας, οἱ ἀποτελοῦντες τὴν Διεθνῆ Ἐπιτροπὴν τοῦ ἐλέγχου οἰκονομικοὶ ἀντιπρόσωποι τῶν Μεγάλων Δυνάμεων ἀφ' οὗ ἐμελέτησαν ἐν ὅλαις αὐτοῦ ταῖς λεπτομερείαις τὸ διέπον τὴν Ἑλλάδα οἰκονομικὸν σύστημα ἐμόρφωσαν τὴν πεποίθησιν, ὅτι τοῦτο εἶνε ἀνεπαρκέστατον καὶ οὐ μόνον τοῦτο, ἀλλ' ὅτι γίνεται παραιτίον ἐν ὅλαις αὐτοῦ ταῖς οἰκονομικαῖς πηγαῖς τοῦ Κράτους, καὶ δίδει χώραν εἰς παντοίας καταχρήσεις καὶ τὴν τεραστίαν ἐπίτασιν τοῦ λαθρεμπορίου. (1023, 740, 1254, 1047)
subheading-arsenal: Διαμαρτυρήσεις Ναυπλιέων (420, 496, 630, 512)
market-security-name: Τρ. Ἀθηνῶν (27, 574, 89, 588)
subheading-crete: Τί γράφουν τὰ τουρκικὰ φύλλα (70, 1708, 305, 1724)
market-security-name: Φιορίνιον (187, 527, 240, 541)
subheading-serbia: Ἵδρυσις Σερβικῶν σχολῶν (1281, 161, 1416, 191)
article-paragraph: Οἱ οἰκονομικοὶ ἀντιπρόσωποι τῶν Μεγάλων Δυνάμεων ἀνεκοίνωσαν χθὲς εἰς τὸν κ. Στρέϊτ, ὅτι θὰ συνέλθωσιν σήμερον εἰς συνεδρίασιν ἐν τῷ ὑπουργείῳ τῶν Οἰκονομικῶν. (1023, 1383, 1254, 1489)
divider (389, 828, 661, 829)
market-row (27, 417, 348, 432)
market-price: 33.25 (148, 433, 178, 447)
divider (1296, 120, 1401, 121)
article-paragraph: Ἐτιμωρήθη πρὸς τοὺς ἐν τῷ ἰδιωτικῷ καταστήματι τοῦ κ. Κωνσταντίνου. (362, 1676, 688, 1706)
market-price: 1.37 (315, 559, 339, 573)
market-price: 151.— (304, 449, 339, 462)
market-price: 648.— (304, 433, 339, 447)
newspaper-title: ΕΜΠΡΟΣ 31 Ὀκτωβρίου 1897 (571, 31, 885, 51)
divider (55, 141, 320, 142)
article-paragraph: ΡΩΜΗ (διὰ Κερκύρας) 30 Ὀκτωβρίου. «Ἐκ Κων/πόλεως τηλεγραφοῦσιν εἰς τὴν «Βῆμα» τῆς Ρώμης ὅτι τὰ 12 ἄρθρα τῆς ὁριστικῆς εἰρήνης ἐγένετο δεκτὸν ὑπὸ τῶν πληρεξουσίων καὶ ὅτι ὑπολείπεται τὸ 4ον ἄρθρον ὅπως τερματισθῶσιν αἱ διαπραγματεύσεις καὶ ὑπογραφῇ ἡ ὁριστικὴ εἰρήνη. (1269, 1401, 1429, 1635)
